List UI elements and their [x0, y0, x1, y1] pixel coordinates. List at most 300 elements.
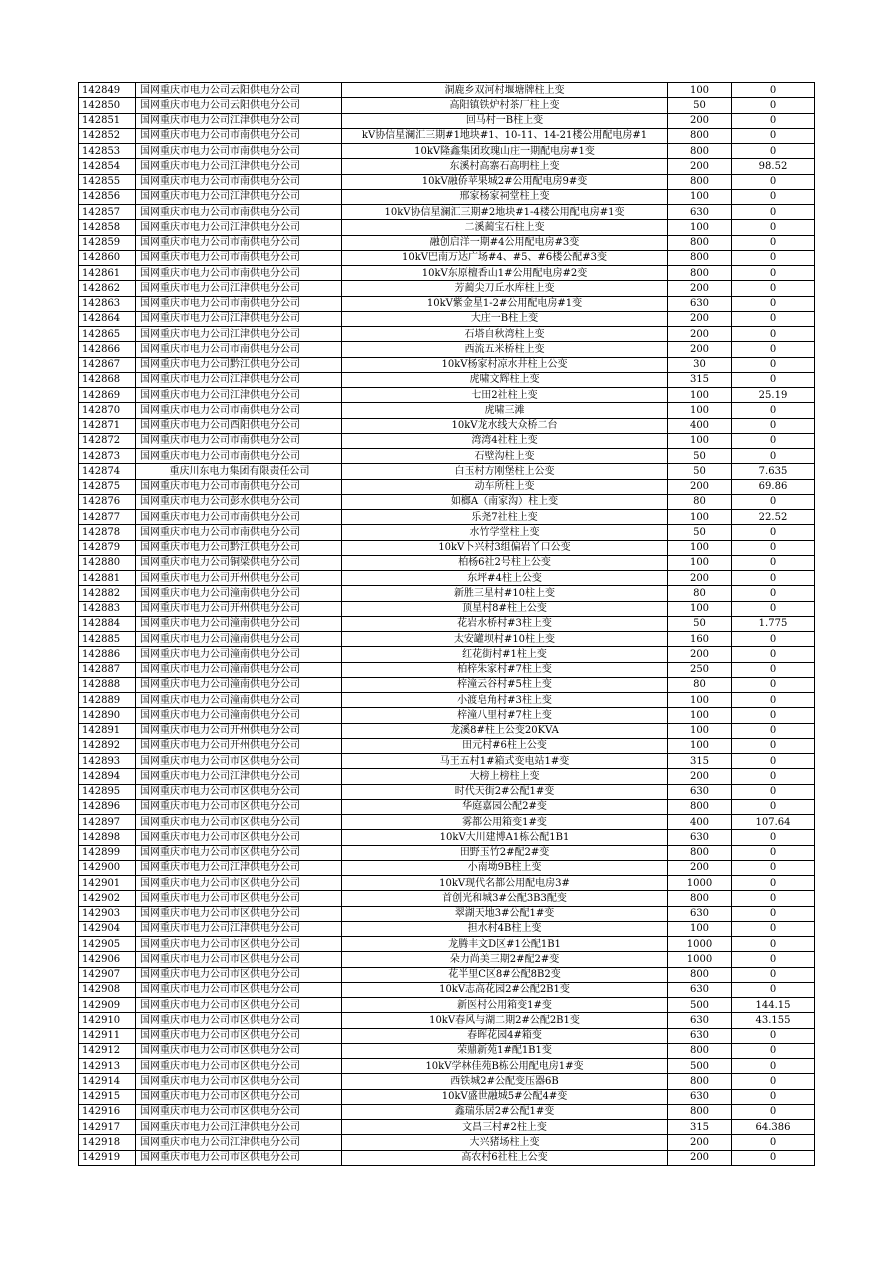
table-row	[79, 418, 815, 433]
row-id-cell: 142865	[79, 327, 136, 342]
capacity-cell: 800	[668, 967, 732, 982]
row-id-cell: 142897	[79, 815, 136, 830]
table-row	[79, 555, 815, 570]
station-name-cell: 鑫瑞乐居2#公配1#变	[342, 1104, 668, 1119]
capacity-cell: 200	[668, 571, 732, 586]
station-name-cell: 首创光和城3#公配3B3配变	[342, 891, 668, 906]
table-row	[79, 1028, 815, 1043]
company-cell: 国网重庆市电力公司市区供电分公司	[136, 952, 342, 967]
row-id-cell: 142879	[79, 540, 136, 555]
row-id-cell: 142862	[79, 281, 136, 296]
capacity-cell: 200	[668, 327, 732, 342]
table-row	[79, 174, 815, 189]
table-row	[79, 723, 815, 738]
company-cell: 重庆川东电力集团有限责任公司	[136, 464, 342, 479]
capacity-cell: 100	[668, 738, 732, 753]
value-cell: 0	[732, 647, 815, 662]
station-name-cell: 新医村公用箱变1#变	[342, 998, 668, 1013]
station-name-cell: 10kV学林佳苑B栋公用配电房1#变	[342, 1059, 668, 1074]
table-row	[79, 738, 815, 753]
value-cell: 0	[732, 921, 815, 936]
capacity-cell: 200	[668, 159, 732, 174]
capacity-cell: 200	[668, 1150, 732, 1165]
table-row	[79, 357, 815, 372]
value-cell: 0	[732, 708, 815, 723]
station-name-cell: 乐尧7社柱上变	[342, 510, 668, 525]
row-id-cell: 142849	[79, 83, 136, 98]
row-id-cell: 142884	[79, 616, 136, 631]
row-id-cell: 142896	[79, 799, 136, 814]
company-cell: 国网重庆市电力公司市区供电分公司	[136, 1028, 342, 1043]
station-name-cell: 10kV春风与湖二期2#公配2B1变	[342, 1013, 668, 1028]
value-cell: 0	[732, 494, 815, 509]
station-name-cell: kV协信星澜汇三期#1地块#1、10-11、14-21楼公用配电房#1	[342, 128, 668, 143]
row-id-cell: 142895	[79, 784, 136, 799]
table-row	[79, 98, 815, 113]
value-cell: 0	[732, 982, 815, 997]
table-row	[79, 601, 815, 616]
row-id-cell: 142904	[79, 921, 136, 936]
station-name-cell: 石塔自秋湾柱上变	[342, 327, 668, 342]
value-cell: 0	[732, 784, 815, 799]
table-row	[79, 952, 815, 967]
capacity-cell: 100	[668, 433, 732, 448]
company-cell: 国网重庆市电力公司市区供电分公司	[136, 1104, 342, 1119]
row-id-cell: 142909	[79, 998, 136, 1013]
capacity-cell: 800	[668, 1074, 732, 1089]
value-cell: 0	[732, 327, 815, 342]
value-cell: 0	[732, 1150, 815, 1165]
table-row	[79, 1120, 815, 1135]
row-id-cell: 142854	[79, 159, 136, 174]
station-name-cell: 龙溪8#柱上公变20KVA	[342, 723, 668, 738]
capacity-cell: 800	[668, 891, 732, 906]
capacity-cell: 630	[668, 830, 732, 845]
capacity-cell: 100	[668, 403, 732, 418]
row-id-cell: 142898	[79, 830, 136, 845]
row-id-cell: 142878	[79, 525, 136, 540]
company-cell: 国网重庆市电力公司酉阳供电分公司	[136, 418, 342, 433]
row-id-cell: 142902	[79, 891, 136, 906]
station-name-cell: 柏梓朱家村#7柱上变	[342, 662, 668, 677]
station-name-cell: 担水村4B柱上变	[342, 921, 668, 936]
capacity-cell: 50	[668, 616, 732, 631]
company-cell: 国网重庆市电力公司市区供电分公司	[136, 845, 342, 860]
row-id-cell: 142915	[79, 1089, 136, 1104]
capacity-cell: 200	[668, 281, 732, 296]
company-cell: 国网重庆市电力公司市南供电分公司	[136, 433, 342, 448]
company-cell: 国网重庆市电力公司市南供电分公司	[136, 449, 342, 464]
capacity-cell: 100	[668, 510, 732, 525]
station-name-cell: 如榔A（南家沟）柱上变	[342, 494, 668, 509]
table-row	[79, 494, 815, 509]
station-name-cell: 10kV盛世融城5#公配4#变	[342, 1089, 668, 1104]
capacity-cell: 80	[668, 586, 732, 601]
table-row	[79, 708, 815, 723]
station-name-cell: 水竹学堂柱上变	[342, 525, 668, 540]
station-name-cell: 华庭嘉园公配2#变	[342, 799, 668, 814]
value-cell: 0	[732, 571, 815, 586]
company-cell: 国网重庆市电力公司黔江供电分公司	[136, 540, 342, 555]
station-name-cell: 10kV巴南万达广场#4、#5、#6楼公配#3变	[342, 250, 668, 265]
table-row	[79, 113, 815, 128]
table-row	[79, 830, 815, 845]
station-name-cell: 田野玉竹2#配2#变	[342, 845, 668, 860]
table-row	[79, 220, 815, 235]
capacity-cell: 100	[668, 540, 732, 555]
company-cell: 国网重庆市电力公司开州供电分公司	[136, 601, 342, 616]
value-cell: 0	[732, 144, 815, 159]
table-row	[79, 403, 815, 418]
value-cell: 0	[732, 113, 815, 128]
value-cell: 0	[732, 98, 815, 113]
table-row	[79, 1104, 815, 1119]
station-name-cell: 新胜三星村#10柱上变	[342, 586, 668, 601]
value-cell: 0	[732, 540, 815, 555]
table-row	[79, 433, 815, 448]
company-cell: 国网重庆市电力公司江津供电分公司	[136, 159, 342, 174]
company-cell: 国网重庆市电力公司潼南供电分公司	[136, 677, 342, 692]
value-cell: 144.15	[732, 998, 815, 1013]
value-cell: 22.52	[732, 510, 815, 525]
company-cell: 国网重庆市电力公司云阳供电分公司	[136, 98, 342, 113]
table-row	[79, 525, 815, 540]
capacity-cell: 315	[668, 754, 732, 769]
value-cell: 0	[732, 860, 815, 875]
company-cell: 国网重庆市电力公司潼南供电分公司	[136, 693, 342, 708]
company-cell: 国网重庆市电力公司江津供电分公司	[136, 769, 342, 784]
table-row	[79, 921, 815, 936]
station-name-cell: 东坪#4柱上公变	[342, 571, 668, 586]
capacity-cell: 200	[668, 647, 732, 662]
row-id-cell: 142918	[79, 1135, 136, 1150]
station-name-cell: 翠湖天地3#公配1#变	[342, 906, 668, 921]
company-cell: 国网重庆市电力公司市区供电分公司	[136, 1013, 342, 1028]
row-id-cell: 142860	[79, 250, 136, 265]
company-cell: 国网重庆市电力公司市区供电分公司	[136, 937, 342, 952]
capacity-cell: 250	[668, 662, 732, 677]
company-cell: 国网重庆市电力公司江津供电分公司	[136, 921, 342, 936]
table-row	[79, 479, 815, 494]
company-cell: 国网重庆市电力公司潼南供电分公司	[136, 586, 342, 601]
table-row	[79, 937, 815, 952]
station-name-cell: 动车所柱上变	[342, 479, 668, 494]
table-row	[79, 144, 815, 159]
capacity-cell: 400	[668, 815, 732, 830]
row-id-cell: 142901	[79, 876, 136, 891]
row-id-cell: 142876	[79, 494, 136, 509]
station-name-cell: 春晖花园4#箱变	[342, 1028, 668, 1043]
value-cell: 0	[732, 1043, 815, 1058]
table-row	[79, 754, 815, 769]
station-name-cell: 虎啸三滩	[342, 403, 668, 418]
row-id-cell: 142855	[79, 174, 136, 189]
row-id-cell: 142919	[79, 1150, 136, 1165]
station-name-cell: 10kV志高花园2#公配2B1变	[342, 982, 668, 997]
row-id-cell: 142894	[79, 769, 136, 784]
table-row	[79, 616, 815, 631]
value-cell: 0	[732, 1074, 815, 1089]
row-id-cell: 142880	[79, 555, 136, 570]
capacity-cell: 315	[668, 372, 732, 387]
table-body	[79, 83, 815, 1166]
value-cell: 43.155	[732, 1013, 815, 1028]
company-cell: 国网重庆市电力公司市区供电分公司	[136, 906, 342, 921]
company-cell: 国网重庆市电力公司江津供电分公司	[136, 113, 342, 128]
company-cell: 国网重庆市电力公司江津供电分公司	[136, 1120, 342, 1135]
table-row	[79, 83, 815, 98]
station-name-cell: 东溪村高寨石高明柱上变	[342, 159, 668, 174]
capacity-cell: 800	[668, 128, 732, 143]
capacity-cell: 200	[668, 342, 732, 357]
row-id-cell: 142891	[79, 723, 136, 738]
row-id-cell: 142868	[79, 372, 136, 387]
row-id-cell: 142910	[79, 1013, 136, 1028]
capacity-cell: 630	[668, 906, 732, 921]
value-cell: 0	[732, 128, 815, 143]
company-cell: 国网重庆市电力公司开州供电分公司	[136, 723, 342, 738]
row-id-cell: 142913	[79, 1059, 136, 1074]
capacity-cell: 800	[668, 1104, 732, 1119]
company-cell: 国网重庆市电力公司市南供电分公司	[136, 479, 342, 494]
table-row	[79, 632, 815, 647]
value-cell: 0	[732, 342, 815, 357]
station-name-cell: 柏杨6社2号柱上公变	[342, 555, 668, 570]
station-name-cell: 10kV现代名都公用配电房3#	[342, 876, 668, 891]
company-cell: 国网重庆市电力公司市区供电分公司	[136, 998, 342, 1013]
company-cell: 国网重庆市电力公司云阳供电分公司	[136, 83, 342, 98]
company-cell: 国网重庆市电力公司市南供电分公司	[136, 250, 342, 265]
row-id-cell: 142885	[79, 632, 136, 647]
table-row	[79, 449, 815, 464]
capacity-cell: 100	[668, 388, 732, 403]
capacity-cell: 100	[668, 555, 732, 570]
station-name-cell: 洞鹿乡双河村堰塘牌柱上变	[342, 83, 668, 98]
row-id-cell: 142873	[79, 449, 136, 464]
capacity-cell: 630	[668, 982, 732, 997]
company-cell: 国网重庆市电力公司市南供电分公司	[136, 128, 342, 143]
capacity-cell: 630	[668, 1089, 732, 1104]
table-row	[79, 1089, 815, 1104]
capacity-cell: 630	[668, 296, 732, 311]
station-name-cell: 文昌三村#2柱上变	[342, 1120, 668, 1135]
capacity-cell: 100	[668, 189, 732, 204]
capacity-cell: 800	[668, 235, 732, 250]
capacity-cell: 100	[668, 601, 732, 616]
value-cell: 25.19	[732, 388, 815, 403]
row-id-cell: 142867	[79, 357, 136, 372]
row-id-cell: 142907	[79, 967, 136, 982]
value-cell: 0	[732, 1059, 815, 1074]
company-cell: 国网重庆市电力公司市区供电分公司	[136, 967, 342, 982]
row-id-cell: 142870	[79, 403, 136, 418]
company-cell: 国网重庆市电力公司市南供电分公司	[136, 174, 342, 189]
value-cell: 0	[732, 296, 815, 311]
station-name-cell: 二溪蔺宝石柱上变	[342, 220, 668, 235]
capacity-cell: 50	[668, 525, 732, 540]
table-row	[79, 1059, 815, 1074]
value-cell: 0	[732, 525, 815, 540]
company-cell: 国网重庆市电力公司江津供电分公司	[136, 372, 342, 387]
station-name-cell: 小渡皂角村#3柱上变	[342, 693, 668, 708]
capacity-cell: 800	[668, 1043, 732, 1058]
station-name-cell: 高阳镇铁炉村茶厂柱上变	[342, 98, 668, 113]
table-row	[79, 189, 815, 204]
row-id-cell: 142882	[79, 586, 136, 601]
value-cell: 0	[732, 830, 815, 845]
station-name-cell: 时代天街2#公配1#变	[342, 784, 668, 799]
capacity-cell: 800	[668, 250, 732, 265]
value-cell: 0	[732, 205, 815, 220]
station-name-cell: 10kV紫金星1-2#公用配电房#1变	[342, 296, 668, 311]
station-name-cell: 太安罐坝村#10柱上变	[342, 632, 668, 647]
table-row	[79, 540, 815, 555]
company-cell: 国网重庆市电力公司市区供电分公司	[136, 1074, 342, 1089]
row-id-cell: 142850	[79, 98, 136, 113]
capacity-cell: 200	[668, 311, 732, 326]
capacity-cell: 315	[668, 1120, 732, 1135]
capacity-cell: 800	[668, 845, 732, 860]
company-cell: 国网重庆市电力公司市区供电分公司	[136, 815, 342, 830]
capacity-cell: 1000	[668, 952, 732, 967]
row-id-cell: 142858	[79, 220, 136, 235]
station-name-cell: 10kV东原檀香山1#公用配电房#2变	[342, 266, 668, 281]
row-id-cell: 142861	[79, 266, 136, 281]
capacity-cell: 160	[668, 632, 732, 647]
value-cell: 0	[732, 769, 815, 784]
table-row	[79, 662, 815, 677]
company-cell: 国网重庆市电力公司潼南供电分公司	[136, 632, 342, 647]
value-cell: 0	[732, 1135, 815, 1150]
company-cell: 国网重庆市电力公司市区供电分公司	[136, 754, 342, 769]
row-id-cell: 142889	[79, 693, 136, 708]
table-row	[79, 891, 815, 906]
value-cell: 0	[732, 372, 815, 387]
company-cell: 国网重庆市电力公司江津供电分公司	[136, 860, 342, 875]
value-cell: 0	[732, 952, 815, 967]
capacity-cell: 500	[668, 998, 732, 1013]
value-cell: 0	[732, 250, 815, 265]
value-cell: 0	[732, 311, 815, 326]
table-row	[79, 311, 815, 326]
company-cell: 国网重庆市电力公司市区供电分公司	[136, 830, 342, 845]
company-cell: 国网重庆市电力公司市南供电分公司	[136, 403, 342, 418]
station-name-cell: 10kV卜兴村3组偏岩丫口公变	[342, 540, 668, 555]
capacity-cell: 630	[668, 1028, 732, 1043]
table-row	[79, 815, 815, 830]
row-id-cell: 142881	[79, 571, 136, 586]
value-cell: 0	[732, 220, 815, 235]
value-cell: 0	[732, 555, 815, 570]
company-cell: 国网重庆市电力公司市南供电分公司	[136, 144, 342, 159]
company-cell: 国网重庆市电力公司江津供电分公司	[136, 311, 342, 326]
company-cell: 国网重庆市电力公司市区供电分公司	[136, 891, 342, 906]
capacity-cell: 200	[668, 860, 732, 875]
company-cell: 国网重庆市电力公司市南供电分公司	[136, 296, 342, 311]
table-row	[79, 464, 815, 479]
value-cell: 0	[732, 403, 815, 418]
station-name-cell: 邢家杨家祠堂柱上变	[342, 189, 668, 204]
table-row	[79, 647, 815, 662]
table-row	[79, 1074, 815, 1089]
capacity-cell: 200	[668, 113, 732, 128]
table-row	[79, 388, 815, 403]
station-name-cell: 田元村#6柱上公变	[342, 738, 668, 753]
value-cell: 0	[732, 754, 815, 769]
table-row	[79, 372, 815, 387]
row-id-cell: 142893	[79, 754, 136, 769]
row-id-cell: 142903	[79, 906, 136, 921]
station-name-cell: 高农村6社柱上公变	[342, 1150, 668, 1165]
value-cell: 98.52	[732, 159, 815, 174]
station-name-cell: 10kV龙水线大众桥二台	[342, 418, 668, 433]
value-cell: 0	[732, 1028, 815, 1043]
value-cell: 107.64	[732, 815, 815, 830]
row-id-cell: 142886	[79, 647, 136, 662]
capacity-cell: 1000	[668, 937, 732, 952]
table-row	[79, 876, 815, 891]
capacity-cell: 100	[668, 220, 732, 235]
value-cell: 0	[732, 449, 815, 464]
value-cell: 0	[732, 967, 815, 982]
station-name-cell: 融创启洋一期#4公用配电房#3变	[342, 235, 668, 250]
value-cell: 0	[732, 83, 815, 98]
row-id-cell: 142883	[79, 601, 136, 616]
row-id-cell: 142887	[79, 662, 136, 677]
station-name-cell: 虎啸文辉柱上变	[342, 372, 668, 387]
company-cell: 国网重庆市电力公司江津供电分公司	[136, 1135, 342, 1150]
capacity-cell: 800	[668, 174, 732, 189]
table-row	[79, 250, 815, 265]
value-cell: 0	[732, 433, 815, 448]
data-table	[78, 82, 815, 1166]
row-id-cell: 142892	[79, 738, 136, 753]
value-cell: 1.775	[732, 616, 815, 631]
table-row	[79, 982, 815, 997]
company-cell: 国网重庆市电力公司市南供电分公司	[136, 525, 342, 540]
table-row	[79, 571, 815, 586]
station-name-cell: 朵力尚美三期2#配2#变	[342, 952, 668, 967]
company-cell: 国网重庆市电力公司潼南供电分公司	[136, 708, 342, 723]
row-id-cell: 142911	[79, 1028, 136, 1043]
station-name-cell: 白玉村方刚堡柱上公变	[342, 464, 668, 479]
company-cell: 国网重庆市电力公司开州供电分公司	[136, 571, 342, 586]
row-id-cell: 142900	[79, 860, 136, 875]
company-cell: 国网重庆市电力公司市区供电分公司	[136, 784, 342, 799]
value-cell: 0	[732, 891, 815, 906]
row-id-cell: 142916	[79, 1104, 136, 1119]
row-id-cell: 142857	[79, 205, 136, 220]
value-cell: 0	[732, 418, 815, 433]
station-name-cell: 10kV协信星澜汇三期#2地块#1-4楼公用配电房#1变	[342, 205, 668, 220]
station-name-cell: 雾都公用箱变1#变	[342, 815, 668, 830]
row-id-cell: 142875	[79, 479, 136, 494]
capacity-cell: 800	[668, 144, 732, 159]
station-name-cell: 七田2社柱上变	[342, 388, 668, 403]
company-cell: 国网重庆市电力公司市区供电分公司	[136, 1043, 342, 1058]
company-cell: 国网重庆市电力公司潼南供电分公司	[136, 616, 342, 631]
company-cell: 国网重庆市电力公司黔江供电分公司	[136, 357, 342, 372]
company-cell: 国网重庆市电力公司铜梁供电分公司	[136, 555, 342, 570]
station-name-cell: 石壁沟柱上变	[342, 449, 668, 464]
station-name-cell: 大兴猪场柱上变	[342, 1135, 668, 1150]
value-cell: 0	[732, 1089, 815, 1104]
value-cell: 0	[732, 601, 815, 616]
capacity-cell: 50	[668, 464, 732, 479]
value-cell: 69.86	[732, 479, 815, 494]
table-row	[79, 1013, 815, 1028]
value-cell: 0	[732, 677, 815, 692]
